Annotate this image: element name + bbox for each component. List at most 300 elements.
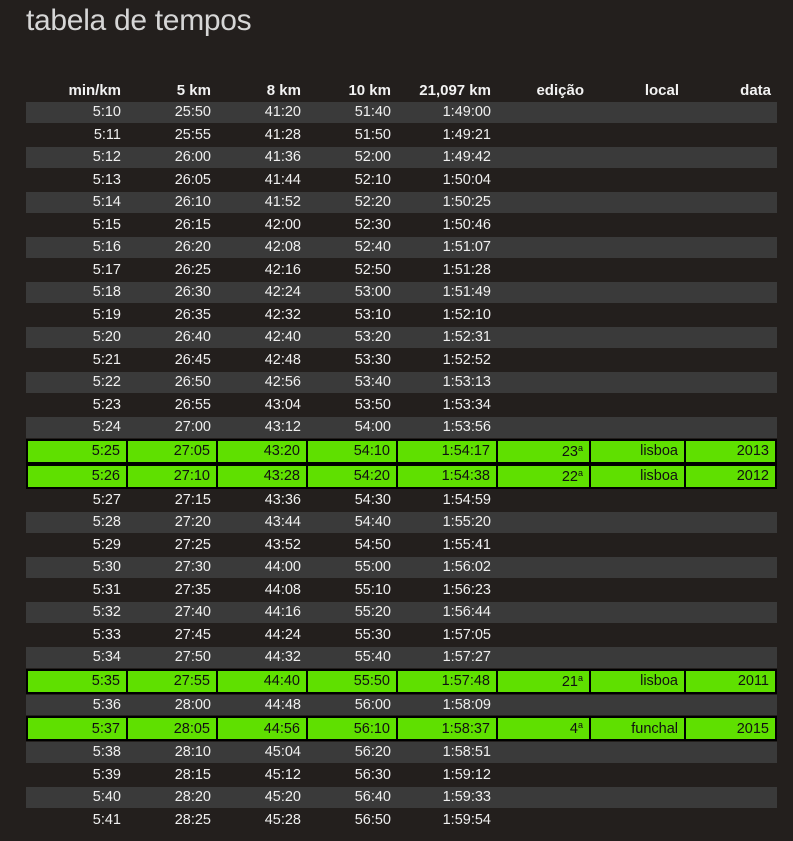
cell-half-marathon: 1:59:33 <box>397 786 497 809</box>
table-row <box>26 764 777 787</box>
cell-10km: 52:30 <box>307 214 397 237</box>
cell-8km: 43:44 <box>217 511 307 534</box>
cell-date <box>685 146 777 169</box>
cell-8km: 45:20 <box>217 786 307 809</box>
cell-half-marathon: 1:54:38 <box>397 464 497 489</box>
table-row <box>26 169 777 192</box>
cell-5km: 26:30 <box>127 281 217 304</box>
cell-10km: 52:50 <box>307 259 397 282</box>
cell-place <box>590 349 685 372</box>
cell-edition <box>497 511 590 534</box>
highlighted-table-row <box>26 716 777 741</box>
cell-edition <box>497 556 590 579</box>
cell-edition <box>497 694 590 717</box>
cell-8km: 42:48 <box>217 349 307 372</box>
page-title: tabela de tempos <box>26 4 252 37</box>
cell-pace: 5:23 <box>26 394 127 417</box>
cell-pace: 5:19 <box>26 304 127 327</box>
table-row <box>26 101 777 124</box>
cell-edition <box>497 624 590 647</box>
cell-half-marathon: 1:56:44 <box>397 601 497 624</box>
cell-place <box>590 694 685 717</box>
cell-date <box>685 786 777 809</box>
cell-date <box>685 416 777 439</box>
cell-place <box>590 534 685 557</box>
cell-place <box>590 556 685 579</box>
cell-8km: 44:40 <box>217 669 307 694</box>
cell-place <box>590 214 685 237</box>
cell-5km: 27:20 <box>127 511 217 534</box>
cell-8km: 44:32 <box>217 646 307 669</box>
cell-5km: 27:25 <box>127 534 217 557</box>
cell-5km: 28:25 <box>127 809 217 832</box>
edition-number: 21 <box>561 673 578 690</box>
cell-place <box>590 416 685 439</box>
table-row <box>26 214 777 237</box>
cell-5km: 26:40 <box>127 326 217 349</box>
cell-8km: 42:40 <box>217 326 307 349</box>
cell-pace: 5:31 <box>26 579 127 602</box>
cell-5km: 28:10 <box>127 741 217 764</box>
cell-10km: 51:40 <box>307 101 397 124</box>
cell-5km: 25:55 <box>127 124 217 147</box>
cell-5km: 27:05 <box>127 439 217 464</box>
cell-date <box>685 124 777 147</box>
cell-date <box>685 169 777 192</box>
cell-pace: 5:32 <box>26 601 127 624</box>
cell-8km: 43:04 <box>217 394 307 417</box>
cell-5km: 26:50 <box>127 371 217 394</box>
cell-edition <box>497 236 590 259</box>
cell-place <box>590 124 685 147</box>
cell-half-marathon: 1:49:42 <box>397 146 497 169</box>
cell-place: lisboa <box>590 669 685 694</box>
cell-place <box>590 489 685 512</box>
cell-half-marathon: 1:58:09 <box>397 694 497 717</box>
cell-half-marathon: 1:57:05 <box>397 624 497 647</box>
table-row <box>26 624 777 647</box>
table-row <box>26 326 777 349</box>
cell-place <box>590 741 685 764</box>
cell-5km: 26:55 <box>127 394 217 417</box>
cell-10km: 54:50 <box>307 534 397 557</box>
cell-pace: 5:33 <box>26 624 127 647</box>
cell-edition <box>497 146 590 169</box>
cell-pace: 5:14 <box>26 191 127 214</box>
cell-8km: 41:20 <box>217 101 307 124</box>
cell-half-marathon: 1:55:41 <box>397 534 497 557</box>
cell-half-marathon: 1:54:59 <box>397 489 497 512</box>
cell-half-marathon: 1:56:23 <box>397 579 497 602</box>
cell-place <box>590 394 685 417</box>
cell-edition <box>497 281 590 304</box>
cell-pace: 5:28 <box>26 511 127 534</box>
cell-8km: 42:00 <box>217 214 307 237</box>
cell-pace: 5:20 <box>26 326 127 349</box>
cell-place: lisboa <box>590 464 685 489</box>
cell-pace: 5:38 <box>26 741 127 764</box>
cell-half-marathon: 1:59:54 <box>397 809 497 832</box>
cell-8km: 44:48 <box>217 694 307 717</box>
cell-half-marathon: 1:53:13 <box>397 371 497 394</box>
table-row <box>26 416 777 439</box>
cell-place <box>590 169 685 192</box>
edition-ordinal-marker: a <box>577 720 583 730</box>
cell-edition <box>497 326 590 349</box>
cell-8km: 42:08 <box>217 236 307 259</box>
cell-date <box>685 259 777 282</box>
cell-place <box>590 281 685 304</box>
cell-edition <box>497 534 590 557</box>
cell-10km: 51:50 <box>307 124 397 147</box>
cell-10km: 55:00 <box>307 556 397 579</box>
cell-8km: 43:52 <box>217 534 307 557</box>
cell-5km: 27:00 <box>127 416 217 439</box>
cell-date: 2013 <box>685 439 777 464</box>
cell-date <box>685 511 777 534</box>
edition-number: 22 <box>561 468 578 485</box>
cell-half-marathon: 1:51:49 <box>397 281 497 304</box>
cell-date <box>685 236 777 259</box>
cell-pace: 5:18 <box>26 281 127 304</box>
cell-8km: 43:20 <box>217 439 307 464</box>
edition-number: 4 <box>569 721 578 737</box>
table-row <box>26 741 777 764</box>
cell-half-marathon: 1:52:31 <box>397 326 497 349</box>
cell-date: 2011 <box>685 669 777 694</box>
table-row <box>26 694 777 717</box>
cell-half-marathon: 1:49:00 <box>397 101 497 124</box>
cell-5km: 27:10 <box>127 464 217 489</box>
cell-pace: 5:25 <box>26 439 127 464</box>
table-row <box>26 511 777 534</box>
cell-half-marathon: 1:55:20 <box>397 511 497 534</box>
cell-pace: 5:40 <box>26 786 127 809</box>
cell-edition <box>497 786 590 809</box>
cell-5km: 26:20 <box>127 236 217 259</box>
cell-10km: 52:10 <box>307 169 397 192</box>
cell-5km: 28:20 <box>127 786 217 809</box>
table-row <box>26 534 777 557</box>
cell-edition <box>497 601 590 624</box>
cell-date <box>685 326 777 349</box>
cell-place <box>590 764 685 787</box>
cell-5km: 26:35 <box>127 304 217 327</box>
column-header-edition[interactable]: edição <box>536 81 584 99</box>
cell-half-marathon: 1:58:37 <box>397 716 497 741</box>
edition-ordinal-marker: a <box>577 442 583 453</box>
cell-pace: 5:29 <box>26 534 127 557</box>
cell-place <box>590 601 685 624</box>
cell-half-marathon: 1:59:12 <box>397 764 497 787</box>
cell-pace: 5:16 <box>26 236 127 259</box>
cell-10km: 55:10 <box>307 579 397 602</box>
cell-date <box>685 646 777 669</box>
cell-place: funchal <box>590 716 685 741</box>
cell-edition <box>497 349 590 372</box>
cell-pace: 5:30 <box>26 556 127 579</box>
cell-half-marathon: 1:49:21 <box>397 124 497 147</box>
cell-10km: 54:40 <box>307 511 397 534</box>
cell-date <box>685 489 777 512</box>
cell-8km: 45:04 <box>217 741 307 764</box>
cell-place <box>590 304 685 327</box>
cell-date <box>685 371 777 394</box>
cell-pace: 5:34 <box>26 646 127 669</box>
cell-pace: 5:36 <box>26 694 127 717</box>
cell-date: 2015 <box>685 716 777 741</box>
cell-8km: 43:28 <box>217 464 307 489</box>
cell-edition <box>497 716 590 741</box>
pace-table <box>26 79 777 831</box>
cell-5km: 26:10 <box>127 191 217 214</box>
table-row <box>26 786 777 809</box>
cell-edition <box>497 646 590 669</box>
cell-date <box>685 694 777 717</box>
cell-8km: 44:00 <box>217 556 307 579</box>
table-row <box>26 146 777 169</box>
column-header-5km[interactable]: 5 km <box>176 81 211 99</box>
cell-10km: 53:40 <box>307 371 397 394</box>
cell-8km: 45:12 <box>217 764 307 787</box>
cell-place <box>590 326 685 349</box>
table-row <box>26 809 777 832</box>
cell-8km: 43:12 <box>217 416 307 439</box>
cell-place <box>590 786 685 809</box>
cell-10km: 54:20 <box>307 464 397 489</box>
cell-edition <box>497 489 590 512</box>
cell-edition <box>497 439 590 464</box>
cell-pace: 5:37 <box>26 716 127 741</box>
cell-date <box>685 579 777 602</box>
cell-10km: 54:30 <box>307 489 397 512</box>
cell-8km: 44:24 <box>217 624 307 647</box>
cell-half-marathon: 1:53:56 <box>397 416 497 439</box>
column-header-half-marathon[interactable]: 21,097 km <box>419 81 491 99</box>
cell-place <box>590 236 685 259</box>
cell-10km: 53:20 <box>307 326 397 349</box>
table-row <box>26 489 777 512</box>
cell-half-marathon: 1:51:28 <box>397 259 497 282</box>
cell-5km: 26:05 <box>127 169 217 192</box>
table-row <box>26 394 777 417</box>
cell-half-marathon: 1:50:46 <box>397 214 497 237</box>
cell-5km: 26:00 <box>127 146 217 169</box>
cell-pace: 5:41 <box>26 809 127 832</box>
cell-10km: 55:50 <box>307 669 397 694</box>
cell-half-marathon: 1:50:04 <box>397 169 497 192</box>
cell-edition <box>497 394 590 417</box>
cell-place <box>590 809 685 832</box>
cell-5km: 28:15 <box>127 764 217 787</box>
cell-8km: 44:16 <box>217 601 307 624</box>
cell-date <box>685 741 777 764</box>
highlighted-table-row <box>26 439 777 464</box>
table-row <box>26 236 777 259</box>
table-row <box>26 601 777 624</box>
cell-edition <box>497 669 590 694</box>
cell-pace: 5:39 <box>26 764 127 787</box>
edition-ordinal-marker: a <box>577 672 583 683</box>
cell-8km: 42:16 <box>217 259 307 282</box>
cell-date <box>685 809 777 832</box>
cell-date <box>685 214 777 237</box>
table-row <box>26 191 777 214</box>
cell-edition <box>497 371 590 394</box>
cell-half-marathon: 1:50:25 <box>397 191 497 214</box>
table-row <box>26 371 777 394</box>
cell-10km: 52:40 <box>307 236 397 259</box>
cell-half-marathon: 1:52:10 <box>397 304 497 327</box>
cell-pace: 5:24 <box>26 416 127 439</box>
cell-edition <box>497 191 590 214</box>
cell-10km: 56:00 <box>307 694 397 717</box>
cell-8km: 44:56 <box>217 716 307 741</box>
cell-place <box>590 624 685 647</box>
cell-8km: 42:24 <box>217 281 307 304</box>
cell-edition <box>497 764 590 787</box>
cell-10km: 53:30 <box>307 349 397 372</box>
cell-place <box>590 371 685 394</box>
cell-8km: 43:36 <box>217 489 307 512</box>
cell-date <box>685 304 777 327</box>
cell-date <box>685 394 777 417</box>
cell-date <box>685 349 777 372</box>
cell-5km: 26:25 <box>127 259 217 282</box>
cell-pace: 5:13 <box>26 169 127 192</box>
cell-place <box>590 259 685 282</box>
cell-10km: 52:20 <box>307 191 397 214</box>
cell-date <box>685 101 777 124</box>
cell-pace: 5:10 <box>26 101 127 124</box>
cell-date <box>685 191 777 214</box>
cell-place <box>590 101 685 124</box>
cell-edition <box>497 464 590 489</box>
cell-pace: 5:17 <box>26 259 127 282</box>
cell-date <box>685 624 777 647</box>
cell-5km: 28:00 <box>127 694 217 717</box>
cell-half-marathon: 1:54:17 <box>397 439 497 464</box>
cell-10km: 56:20 <box>307 741 397 764</box>
column-header-date[interactable]: data <box>740 81 771 99</box>
cell-place <box>590 191 685 214</box>
cell-half-marathon: 1:58:51 <box>397 741 497 764</box>
cell-10km: 56:10 <box>307 716 397 741</box>
cell-8km: 42:32 <box>217 304 307 327</box>
cell-5km: 25:50 <box>127 101 217 124</box>
cell-place <box>590 146 685 169</box>
cell-pace: 5:12 <box>26 146 127 169</box>
cell-5km: 27:35 <box>127 579 217 602</box>
cell-8km: 45:28 <box>217 809 307 832</box>
cell-date <box>685 764 777 787</box>
table-row <box>26 646 777 669</box>
column-header-place[interactable]: local <box>644 81 679 99</box>
cell-5km: 27:30 <box>127 556 217 579</box>
cell-edition <box>497 416 590 439</box>
cell-5km: 27:40 <box>127 601 217 624</box>
table-row <box>26 304 777 327</box>
cell-date <box>685 556 777 579</box>
cell-10km: 54:00 <box>307 416 397 439</box>
cell-pace: 5:35 <box>26 669 127 694</box>
cell-place <box>590 579 685 602</box>
cell-edition <box>497 214 590 237</box>
cell-pace: 5:15 <box>26 214 127 237</box>
cell-10km: 52:00 <box>307 146 397 169</box>
cell-half-marathon: 1:57:27 <box>397 646 497 669</box>
table-row <box>26 556 777 579</box>
cell-5km: 26:15 <box>127 214 217 237</box>
cell-edition <box>497 579 590 602</box>
cell-edition <box>497 741 590 764</box>
cell-8km: 41:52 <box>217 191 307 214</box>
cell-pace: 5:26 <box>26 464 127 489</box>
column-header-8km[interactable]: 8 km <box>266 81 301 99</box>
table-row <box>26 349 777 372</box>
cell-5km: 28:05 <box>127 716 217 741</box>
cell-10km: 55:30 <box>307 624 397 647</box>
cell-10km: 53:10 <box>307 304 397 327</box>
cell-pace: 5:22 <box>26 371 127 394</box>
highlighted-table-row <box>26 464 777 489</box>
edition-ordinal-marker: a <box>577 467 583 478</box>
cell-edition <box>497 169 590 192</box>
cell-edition <box>497 124 590 147</box>
cell-edition <box>497 304 590 327</box>
cell-edition <box>497 809 590 832</box>
edition-number: 23 <box>561 443 578 460</box>
cell-8km: 44:08 <box>217 579 307 602</box>
column-header-10km[interactable]: 10 km <box>348 81 391 99</box>
table-row <box>26 579 777 602</box>
table-header-row <box>26 79 777 101</box>
cell-10km: 56:30 <box>307 764 397 787</box>
cell-10km: 56:50 <box>307 809 397 832</box>
cell-date: 2012 <box>685 464 777 489</box>
cell-10km: 56:40 <box>307 786 397 809</box>
cell-8km: 41:28 <box>217 124 307 147</box>
cell-pace: 5:11 <box>26 124 127 147</box>
table-row <box>26 124 777 147</box>
highlighted-table-row <box>26 669 777 694</box>
cell-10km: 55:20 <box>307 601 397 624</box>
column-header-pace[interactable]: min/km <box>68 81 121 99</box>
cell-date <box>685 601 777 624</box>
cell-8km: 42:56 <box>217 371 307 394</box>
cell-edition <box>497 259 590 282</box>
cell-5km: 27:55 <box>127 669 217 694</box>
cell-place <box>590 511 685 534</box>
cell-date <box>685 534 777 557</box>
cell-5km: 27:50 <box>127 646 217 669</box>
cell-5km: 26:45 <box>127 349 217 372</box>
cell-10km: 53:50 <box>307 394 397 417</box>
cell-half-marathon: 1:52:52 <box>397 349 497 372</box>
cell-5km: 27:45 <box>127 624 217 647</box>
cell-half-marathon: 1:51:07 <box>397 236 497 259</box>
cell-8km: 41:36 <box>217 146 307 169</box>
cell-10km: 53:00 <box>307 281 397 304</box>
table-row <box>26 259 777 282</box>
cell-place: lisboa <box>590 439 685 464</box>
cell-place <box>590 646 685 669</box>
cell-pace: 5:27 <box>26 489 127 512</box>
cell-edition <box>497 101 590 124</box>
cell-date <box>685 281 777 304</box>
cell-10km: 54:10 <box>307 439 397 464</box>
cell-10km: 55:40 <box>307 646 397 669</box>
